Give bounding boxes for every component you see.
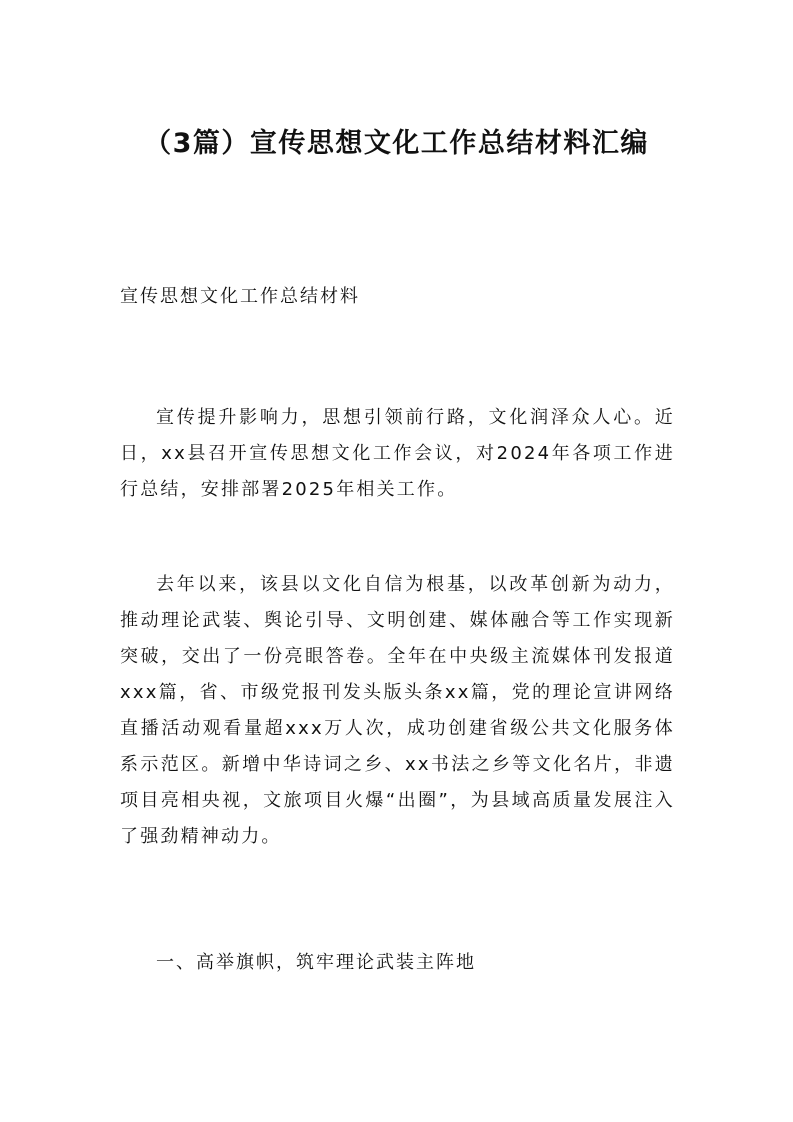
paragraph-achievements: 去年以来，该县以文化自信为根基，以改革创新为动力，推动理论武装、舆论引导、文明创建、媒体融合等工作实现新突破，交出了一份亮眼答卷。全年在中央级主流媒体刊发报道xxx篇，省、市级党报刊发头版头条xx篇，党的理论宣讲网络直播活动观看量超xxx万人次，成功创建省级公共文化服务体系示范区。新增中华诗词之乡、xx书法之乡等文化名片，非遗项目亮相央视，文旅项目火爆“出圈”，为县域高质量发展注入了强劲精神动力。 bbox=[120, 574, 675, 847]
section-heading: 一、高举旗帜，筑牢理论武装主阵地 bbox=[156, 952, 476, 973]
paragraph-intro: 宣传提升影响力，思想引领前行路，文化润泽众人心。近日，xx县召开宣传思想文化工作会议，对2024年各项工作进行总结，安排部署2025年相关工作。 bbox=[120, 407, 675, 500]
document-subtitle: 宣传思想文化工作总结材料 bbox=[120, 286, 360, 307]
document-title: （3篇）宣传思想文化工作总结材料汇编 bbox=[144, 128, 649, 159]
